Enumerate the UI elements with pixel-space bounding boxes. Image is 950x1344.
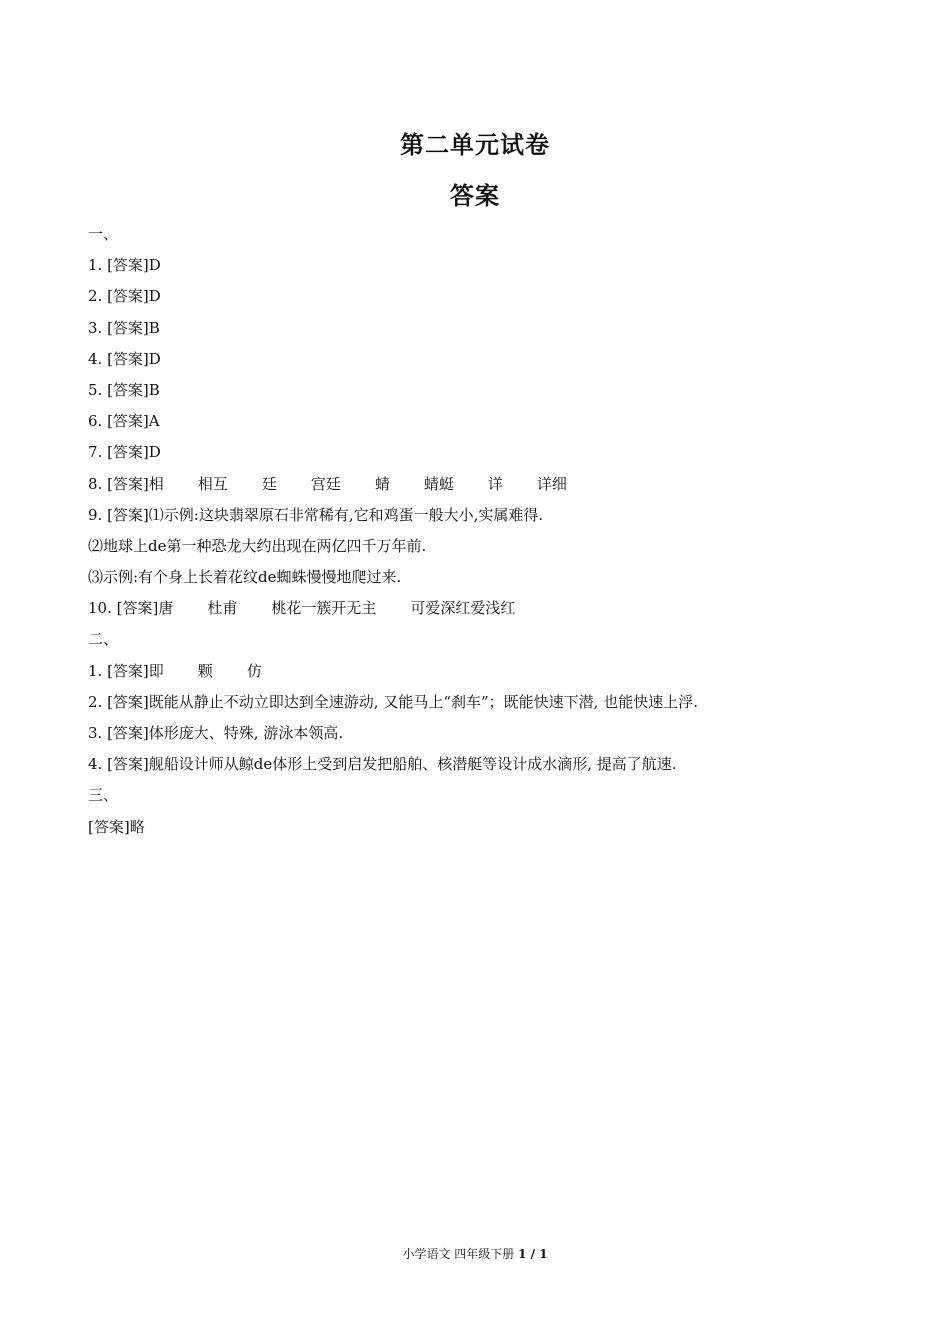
- answer-line: [88, 749, 888, 780]
- answer-segment: 7. [答案]D: [88, 443, 161, 462]
- answer-segment: 三、: [88, 786, 119, 805]
- answer-segment: 3. [答案]B: [88, 318, 160, 337]
- answer-segment: 蜻: [374, 474, 390, 493]
- footer-label: 小学语文 四年级下册: [402, 1247, 515, 1261]
- answer-line: [88, 812, 888, 843]
- answer-line: [88, 687, 888, 718]
- answer-line: [88, 469, 888, 500]
- answer-segment: 8. [答案]相: [88, 474, 164, 493]
- page-footer: [0, 1245, 950, 1262]
- page-number: 1 / 1: [518, 1247, 548, 1261]
- answer-segment: ⑶示例:有个身上长着花纹de蜘蛛慢慢地爬过来.: [88, 568, 402, 587]
- answer-segment: 二、: [88, 630, 119, 649]
- answer-segment: 相互: [197, 474, 228, 493]
- answer-list: [88, 219, 888, 843]
- answer-segment: [答案]略: [88, 817, 145, 836]
- answer-line: [88, 562, 888, 593]
- answer-segment: 蜻蜓: [423, 474, 454, 493]
- document-subtitle: 答案: [450, 182, 500, 210]
- answer-segment: 详细: [536, 474, 567, 493]
- answer-segment: 可爱深红爱浅红: [410, 599, 516, 618]
- answer-segment: 杜甫: [207, 599, 238, 618]
- answer-segment: 桃花一簇开无主: [271, 599, 377, 618]
- answer-line: [88, 624, 888, 655]
- answer-line: [88, 500, 888, 531]
- answer-segment: 详: [487, 474, 503, 493]
- answer-segment: 4. [答案]D: [88, 349, 161, 368]
- answer-segment: 10. [答案]唐: [88, 599, 174, 618]
- answer-line: [88, 718, 888, 749]
- answer-segment: 6. [答案]A: [88, 412, 160, 431]
- answer-segment: ⑵地球上de第一种恐龙大约出现在两亿四千万年前.: [88, 536, 427, 555]
- answer-segment: 颗: [197, 661, 213, 680]
- answer-line: [88, 437, 888, 468]
- document-title: 第二单元试卷: [400, 131, 550, 159]
- answer-segment: 1. [答案]D: [88, 256, 161, 275]
- answer-segment: 3. [答案]体形庞大、特殊, 游泳本领高.: [88, 724, 344, 742]
- answer-segment: 廷: [261, 474, 277, 493]
- answer-segment: 9. [答案]⑴示例:这块翡翠原石非常稀有,它和鸡蛋一般大小,实属难得.: [88, 505, 544, 524]
- answer-segment: 2. [答案]既能从静止不动立即达到全速游动, 又能马上“刹车”；既能快速下潜, 也能快速上浮.: [88, 692, 698, 711]
- answer-line: [88, 656, 888, 687]
- answer-segment: 4. [答案]舰船设计师从鲸de体形上受到启发把船舶、核潜艇等设计成水滴形, 提高了航速.: [88, 755, 677, 774]
- answer-line: [88, 375, 888, 406]
- answer-line: [88, 250, 888, 281]
- answer-line: [88, 281, 888, 312]
- answer-segment: 2. [答案]D: [88, 287, 161, 306]
- answer-line: [88, 219, 888, 250]
- answer-segment: 宫廷: [310, 474, 341, 493]
- answer-line: [88, 780, 888, 811]
- answer-line: [88, 593, 888, 624]
- answer-line: [88, 313, 888, 344]
- answer-line: [88, 531, 888, 562]
- answer-segment: 5. [答案]B: [88, 380, 160, 399]
- answer-segment: 仿: [246, 661, 262, 680]
- answer-segment: 1. [答案]即: [88, 661, 164, 680]
- answer-line: [88, 344, 888, 375]
- answer-line: [88, 406, 888, 437]
- answer-segment: 一、: [88, 225, 119, 243]
